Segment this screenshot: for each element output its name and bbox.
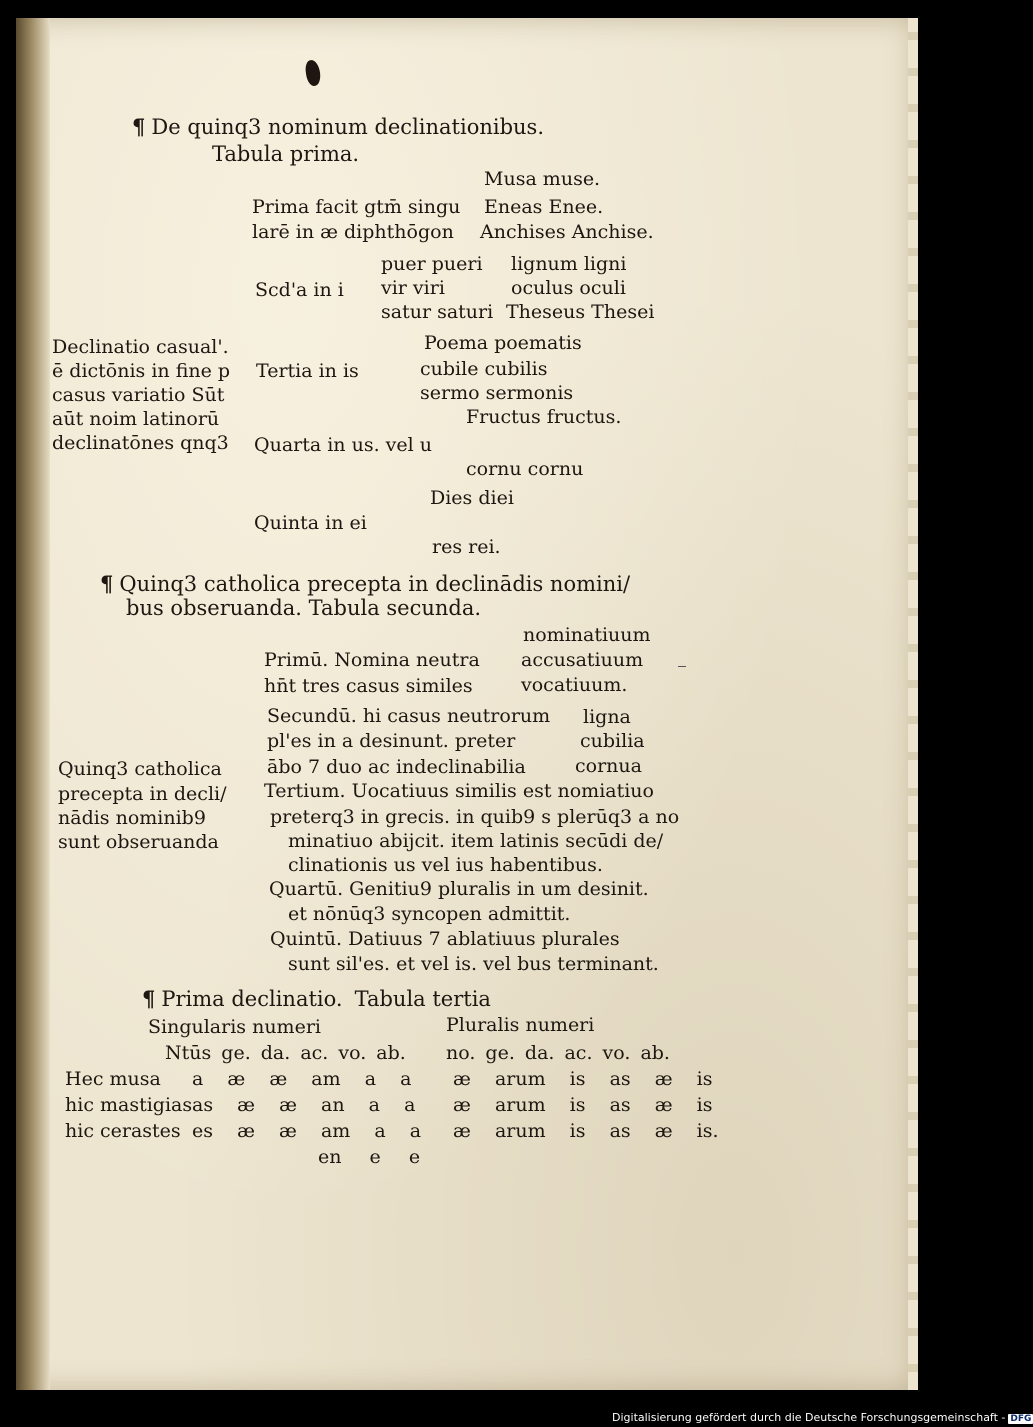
margin-note2-line3: nādis nominib9	[58, 807, 206, 829]
row-mastigias-singular: as æ æ an a a	[192, 1094, 416, 1116]
primum-line2: hn̄t tres casus similes	[264, 675, 473, 697]
secundum-line2: pl'es in a desinunt. preter	[267, 730, 516, 752]
example-ligna: ligna	[583, 706, 631, 728]
pilcrow-icon: ¶	[132, 114, 146, 139]
plural-case-headers: no. ge. da. ac. vo. ab.	[446, 1042, 670, 1064]
row-cerastes-plural: æ arum is as æ is.	[453, 1120, 719, 1142]
heading-text: Prima declinatio.	[161, 987, 343, 1011]
heading-prima-declinatio	[142, 988, 491, 1010]
singular-label: Singularis numeri	[148, 1016, 321, 1038]
example-cornua: cornua	[575, 755, 642, 777]
example-lignum: lignum ligni	[511, 253, 627, 275]
example-res: res rei.	[432, 536, 501, 558]
example-poema: Poema poematis	[424, 332, 582, 354]
margin-note2-line1: Quinq3 catholica	[58, 758, 222, 780]
example-eneas: Eneas Enee.	[484, 196, 604, 218]
tertium-line2: preterq3 in grecis. in quib9 s plerūq3 a no	[270, 806, 680, 828]
heading-text: Quinq3 catholica precepta in declinādis nomini/	[119, 572, 631, 596]
plural-label: Pluralis numeri	[446, 1014, 595, 1036]
primum-line1: Primū. Nomina neutra	[264, 649, 480, 671]
footer-text: Digitalisierung gefördert durch die Deutsche Forschungsgemeinschaft -	[612, 1411, 1006, 1424]
prima-rule-line2: larē in æ diphthōgon	[252, 221, 454, 243]
dfg-logo-icon: DFG	[1010, 1414, 1032, 1424]
margin-note2-line2: precepta in decli/	[58, 783, 227, 805]
row-cerastes-singular: es æ æ am a a	[192, 1120, 422, 1142]
heading-declinations	[132, 116, 544, 138]
example-theseus: Theseus Thesei	[506, 301, 655, 323]
page-binding-edge	[16, 18, 50, 1390]
row-extra-endings: en e e	[318, 1146, 421, 1168]
tertia-label: Tertia in is	[256, 360, 359, 382]
row-mastigias-word: hic mastigias	[65, 1094, 193, 1116]
quarta-label: Quarta in us. vel u	[254, 434, 432, 456]
example-fructus: Fructus fructus.	[466, 406, 622, 428]
example-oculus: oculus oculi	[511, 277, 626, 299]
heading-text: De quinq3 nominum declinationibus.	[151, 115, 545, 139]
margin-note2-line4: sunt obseruanda	[58, 831, 219, 853]
quintum-line1: Quintū. Datiuus 7 ablatiuus plurales	[270, 928, 620, 950]
book-page	[16, 18, 914, 1390]
row-cerastes-word: hic cerastes	[65, 1120, 181, 1142]
quintum-line2: sunt sil'es. et vel is. vel bus terminant.	[288, 953, 659, 975]
case-vocativus: vocatiuum.	[521, 674, 628, 696]
secunda-label: Scd'a in i	[255, 279, 344, 301]
prima-rule-line1: Prima facit gtm̄ singu	[252, 196, 461, 218]
example-musa: Musa muse.	[484, 168, 601, 190]
example-cubilia: cubilia	[580, 730, 645, 752]
tertium-line1: Tertium. Uocatiuus similis est nomiatiuo	[264, 780, 654, 802]
row-musa-plural: æ arum is as æ is	[453, 1068, 713, 1090]
heading-tabula-tertia: Tabula tertia	[354, 987, 491, 1011]
row-musa-singular: a æ æ am a a	[192, 1068, 412, 1090]
example-anchises: Anchises Anchise.	[480, 221, 654, 243]
example-sermo: sermo sermonis	[420, 382, 574, 404]
row-mastigias-plural: æ arum is as æ is	[453, 1094, 713, 1116]
case-nominativus: nominatiuum	[523, 624, 651, 646]
pilcrow-icon: ¶	[142, 986, 156, 1011]
page-deckle-edge	[908, 18, 918, 1390]
example-vir: vir viri	[381, 277, 445, 299]
tertium-line4: clinationis us vel ius habentibus.	[288, 854, 603, 876]
example-cornu: cornu cornu	[466, 458, 584, 480]
example-cubile: cubile cubilis	[420, 358, 548, 380]
example-satur: satur saturi	[381, 301, 494, 323]
heading-tabula-prima: Tabula prima.	[212, 142, 360, 166]
row-musa-word: Hec musa	[65, 1068, 161, 1090]
margin-note1-line2: ē dictōnis in fine p	[52, 360, 231, 382]
secundum-line1: Secundū. hi casus neutrorum	[267, 705, 551, 727]
margin-tick	[678, 666, 686, 667]
digitization-footer	[612, 1411, 1033, 1424]
case-accusativus: accusatiuum	[521, 649, 644, 671]
example-puer: puer pueri	[381, 253, 483, 275]
quartum-line1: Quartū. Genitiu9 pluralis in um desinit.	[269, 878, 649, 900]
quinta-label: Quinta in ei	[254, 512, 367, 534]
pilcrow-icon: ¶	[100, 571, 114, 596]
secundum-line3: ābo 7 duo ac indeclinabilia	[267, 756, 526, 778]
heading-tabula-secunda: bus obseruanda. Tabula secunda.	[126, 596, 482, 620]
quartum-line2: et nōnūq3 syncopen admittit.	[288, 903, 571, 925]
heading-praecepta	[100, 573, 630, 595]
example-dies: Dies diei	[430, 487, 514, 509]
singular-case-headers: Ntūs ge. da. ac. vo. ab.	[165, 1042, 406, 1064]
margin-note1-line3: casus variatio Sūt	[52, 384, 225, 406]
margin-note1-line1: Declinatio casual'.	[52, 336, 229, 358]
tertium-line3: minatiuo abijcit. item latinis secūdi de/	[288, 830, 664, 852]
margin-note1-line4: aūt noim latinorū	[52, 408, 220, 430]
margin-note1-line5: declinatōnes qnq3	[52, 432, 229, 454]
